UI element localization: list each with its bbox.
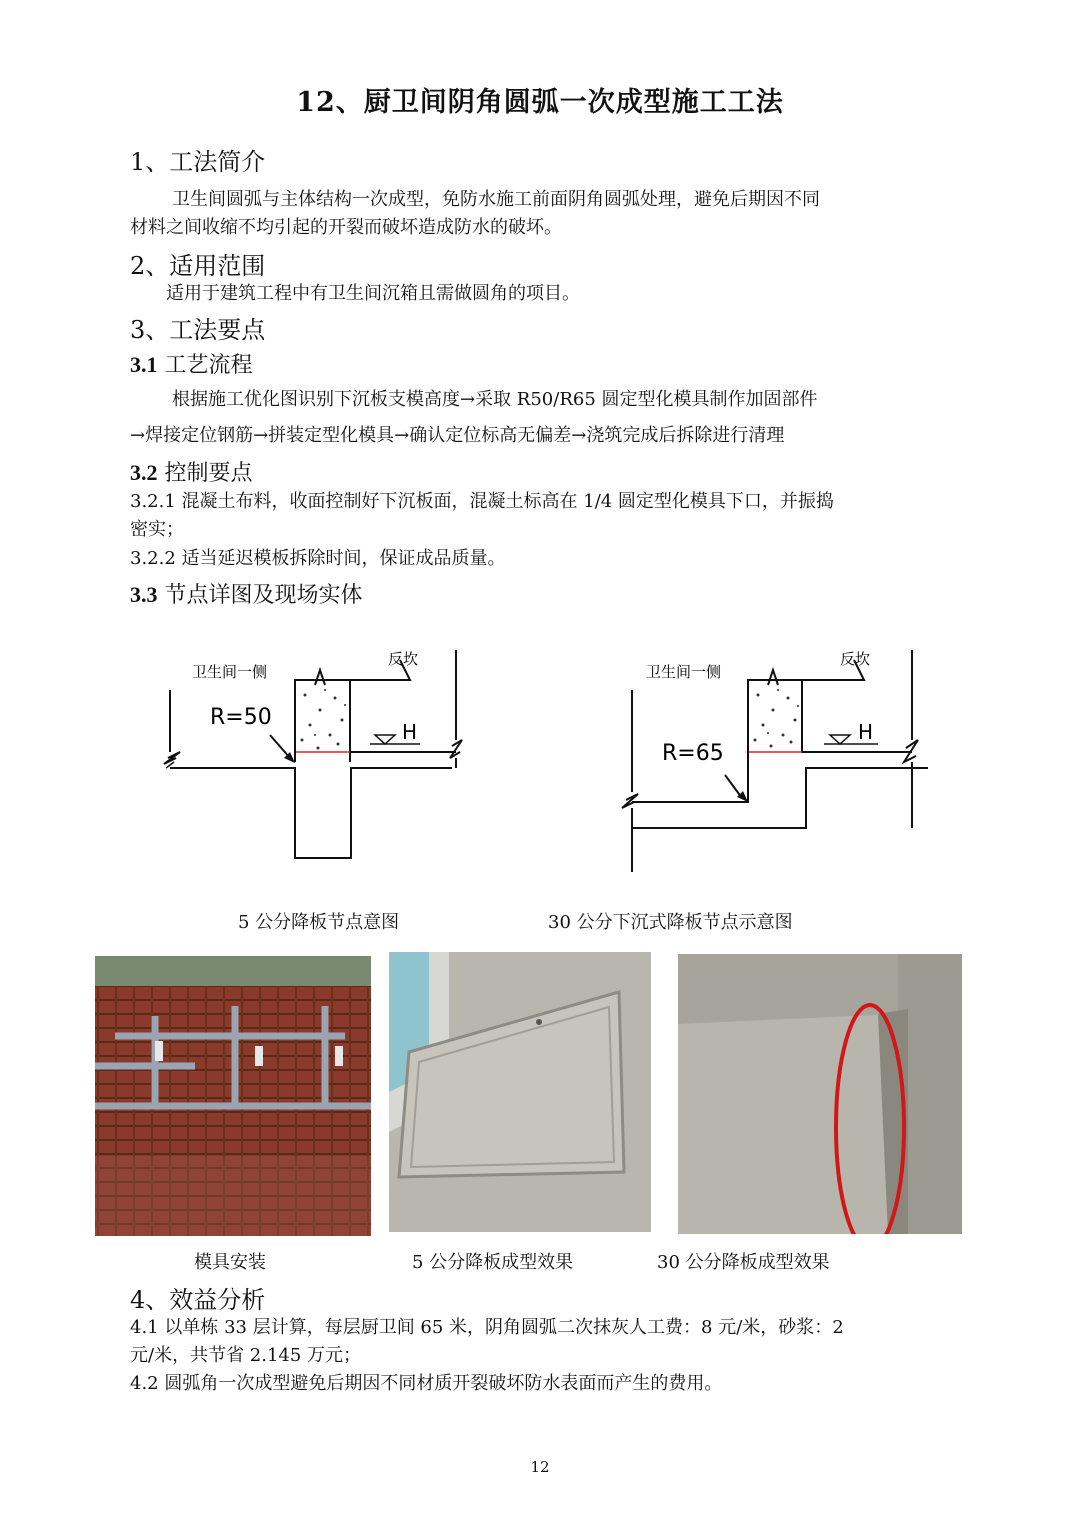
- section-3-1-label: 工艺流程: [164, 353, 253, 378]
- radius-label: R=50: [210, 705, 272, 730]
- section-4-item-1-cont: 元/米，共节省 2.145 万元；: [130, 1345, 362, 1366]
- side-label: 卫生间一侧: [646, 663, 722, 681]
- diagram-caption-right: 30 公分下沉式降板节点示意图: [548, 912, 793, 933]
- level-mark-icon: [375, 735, 395, 744]
- photo-formwork-installation: [95, 956, 371, 1236]
- level-label: H: [402, 720, 418, 744]
- section-3-2-heading: [130, 456, 253, 487]
- level-label: H: [858, 720, 874, 744]
- section-2-heading: 2、适用范围: [130, 252, 266, 280]
- section-3-2-label: 控制要点: [164, 461, 253, 486]
- section-1-heading: 1、工法简介: [130, 148, 266, 176]
- concrete-hatch: [754, 689, 800, 748]
- section-3-2-item-1-cont: 密实；: [130, 519, 184, 540]
- detail-diagram-r50: [160, 640, 480, 870]
- section-4-item-1: 4.1 以单栋 33 层计算，每层厨卫间 65 米，阴角圆弧二次抹灰人工费：8 元/米，砂浆：2: [130, 1317, 844, 1338]
- section-3-1-line-1: 根据施工优化图识别下沉板支模高度→采取 R50/R65 圆定型化模具制作加固部件: [172, 389, 818, 410]
- section-1-line-1: 卫生间圆弧与主体结构一次成型，免防水施工前面阴角圆弧处理，避免后期因不同: [172, 189, 820, 210]
- section-3-2-item-1: 3.2.1 混凝土布料，收面控制好下沉板面，混凝土标高在 1/4 圆定型化模具下口，并振捣: [130, 491, 834, 512]
- detail-diagram-r65: [610, 640, 950, 880]
- diagram-caption-left: 5 公分降板节点意图: [238, 912, 400, 933]
- level-mark-icon: [830, 735, 850, 744]
- radius-label: R=65: [662, 741, 724, 766]
- section-3-1-heading: [130, 348, 253, 379]
- section-3-1-number: 3.1: [130, 352, 158, 377]
- page-number: 12: [530, 1458, 550, 1476]
- side-label: 卫生间一侧: [192, 663, 268, 681]
- section-3-2-item-2: 3.2.2 适当延迟模板拆除时间，保证成品质量。: [130, 548, 506, 569]
- section-3-3-heading: [130, 578, 363, 609]
- section-1-line-2: 材料之间收缩不均引起的开裂而破坏造成防水的破坏。: [130, 217, 562, 238]
- photo-caption-1: 模具安装: [194, 1252, 266, 1273]
- top-label: 反坎: [840, 650, 871, 668]
- section-3-1-line-2: →焊接定位钢筋→拼装定型化模具→确认定位标高无偏差→浇筑完成后拆除进行清理: [130, 425, 785, 446]
- section-4-item-2: 4.2 圆弧角一次成型避免后期因不同材质开裂破坏防水表面而产生的费用。: [130, 1373, 723, 1394]
- photo-5cm-slab-result: [389, 952, 651, 1232]
- top-label: 反坎: [388, 650, 419, 668]
- r50-leader: [270, 735, 290, 758]
- section-3-heading: 3、工法要点: [130, 316, 266, 344]
- section-3-3-label: 节点详图及现场实体: [164, 583, 363, 608]
- concrete-hatch: [301, 689, 347, 750]
- photo-caption-3: 30 公分降板成型效果: [657, 1252, 830, 1273]
- section-4-heading: 4、效益分析: [130, 1286, 266, 1314]
- photo-caption-2: 5 公分降板成型效果: [412, 1252, 574, 1273]
- section-3-2-number: 3.2: [130, 460, 158, 485]
- section-2-text: 适用于建筑工程中有卫生间沉箱且需做圆角的项目。: [166, 283, 580, 304]
- page-title: 12、厨卫间阴角圆弧一次成型施工工法: [296, 87, 784, 118]
- section-3-3-number: 3.3: [130, 582, 158, 607]
- photo-30cm-slab-result: [678, 954, 962, 1234]
